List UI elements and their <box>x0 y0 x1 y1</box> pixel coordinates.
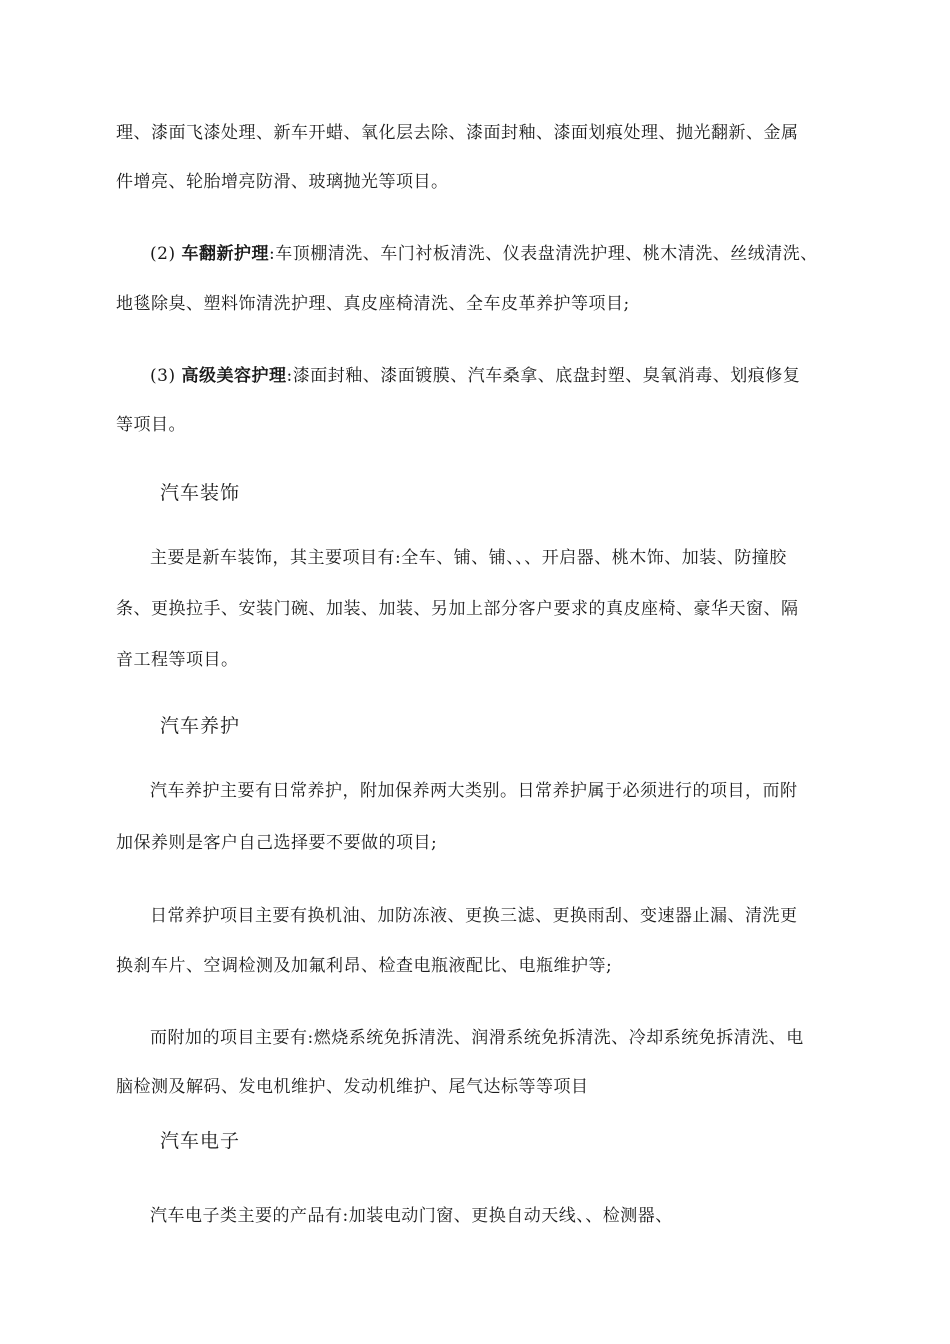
text-line: 汽车养护主要有日常养护，附加保养两大类别。日常养护属于必须进行的项目，而附 <box>150 781 798 801</box>
item-number: (3) <box>150 366 176 386</box>
item-label: 高级美容护理 <box>181 366 287 386</box>
item-number: (2) <box>150 244 176 264</box>
text-line: 等项目。 <box>116 415 186 435</box>
text-line: 理、漆面飞漆处理、新车开蜡、氧化层去除、漆面封釉、漆面划痕处理、抛光翻新、金属 <box>116 123 799 143</box>
text-line <box>150 364 800 388</box>
text-line: 主要是新车装饰，其主要项目有:全车、铺、铺、、、开启器、桃木饰、加装、防撞胶 <box>150 548 787 568</box>
text-line: 条、更换拉手、安装门碗、加装、加装、另加上部分客户要求的真皮座椅、豪华天窗、隔 <box>116 599 799 619</box>
item-text: :漆面封釉、漆面镀膜、汽车桑拿、底盘封塑、臭氧消毒、划痕修复 <box>286 366 801 386</box>
section-heading-electronics: 汽车电子 <box>160 1130 241 1152</box>
section-heading-care: 汽车养护 <box>160 715 241 737</box>
text-line <box>150 242 818 266</box>
text-line: 音工程等项目。 <box>116 650 239 670</box>
text-line: 日常养护项目主要有换机油、加防冻液、更换三滤、更换雨刮、变速器止漏、清洗更 <box>150 906 798 926</box>
item-label: 车翻新护理 <box>181 244 269 264</box>
text-line: 而附加的项目主要有:燃烧系统免拆清洗、润滑系统免拆清洗、冷却系统免拆清洗、电 <box>150 1028 804 1048</box>
text-line: 换刹车片、空调检测及加氟利昂、检查电瓶液配比、电瓶维护等; <box>116 956 613 976</box>
text-line: 汽车电子类主要的产品有:加装电动门窗、更换自动天线、、检测器、 <box>150 1206 673 1226</box>
item-text: :车顶棚清洗、车门衬板清洗、仪表盘清洗护理、桃木清洗、丝绒清洗、 <box>269 244 818 264</box>
text-line: 地毯除臭、塑料饰清洗护理、真皮座椅清洗、全车皮革养护等项目; <box>116 294 630 314</box>
text-line: 件增亮、轮胎增亮防滑、玻璃抛光等项目。 <box>116 172 449 192</box>
text-line: 加保养则是客户自己选择要不要做的项目; <box>116 833 438 853</box>
text-line: 脑检测及解码、发电机维护、发动机维护、尾气达标等等项目 <box>116 1077 589 1097</box>
section-heading-decor: 汽车装饰 <box>160 482 241 504</box>
